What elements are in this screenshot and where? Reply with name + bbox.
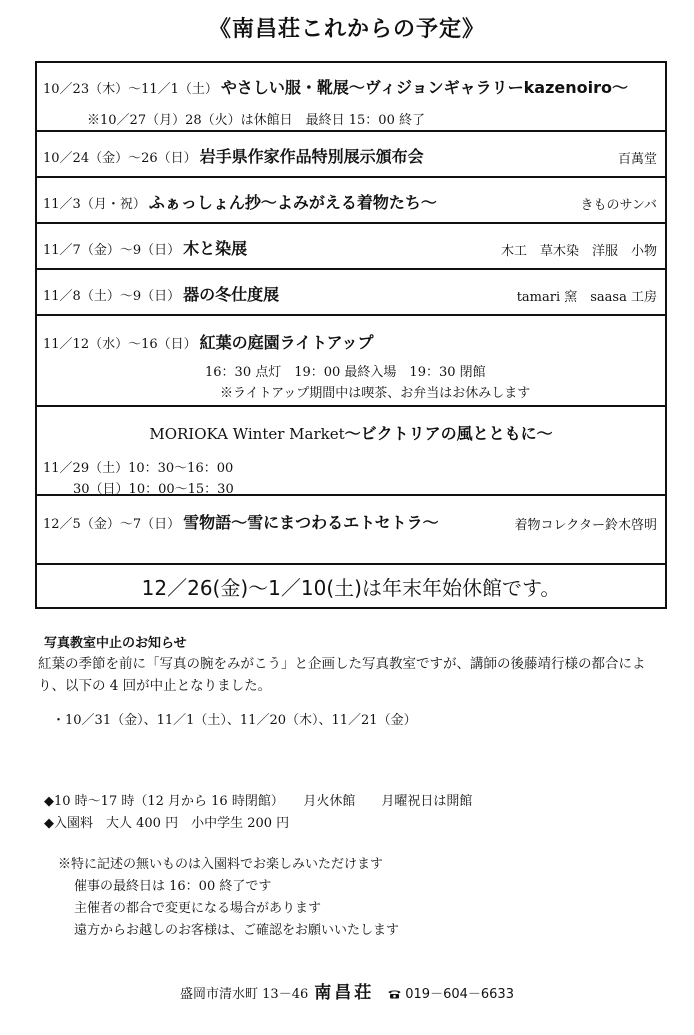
admission-fee: ◆入園料 大人 400 円 小中学生 200 円 (44, 816, 290, 831)
event-title: 木と染展 (183, 239, 248, 258)
venue-name: 南昌荘 (314, 983, 375, 1003)
remark-item: 催事の最終日は 16：00 終了です (74, 879, 272, 894)
remark-item: ※特に記述の無いものは入園料でお楽しみいただけます (58, 857, 384, 872)
remark-item: 主催者の都合で変更になる場合があります (74, 901, 322, 916)
event-title-jp: ～ビクトリアの風とともに～ (344, 424, 553, 443)
opening-hours: ◆10 時～17 時（12 月から 16 時閉館） 月火休館 月曜祝日は開館 (44, 794, 473, 809)
event-date: 11／3（月・祝） (43, 197, 146, 212)
event-organizer: 着物コレクター鈴木啓明 (514, 518, 657, 533)
event-date: 10／24（金）～26（日） (43, 151, 197, 166)
event-date: 11／12（水）～16（日） (43, 337, 197, 352)
event-row (37, 407, 665, 496)
schedule-box (35, 61, 667, 609)
event-title: 雪物語～雪にまつわるエトセトラ～ (183, 513, 439, 532)
event-row (37, 178, 665, 224)
event-date: 11／8（土）～9（日） (43, 289, 181, 304)
remarks (58, 854, 399, 942)
event-date: 10／23（木）～11／1（土） (43, 82, 218, 97)
event-organizer: tamari 窯 saasa 工房 (516, 290, 657, 305)
event-detail: 16：30 点灯 19：00 最終入場 19：30 閉館 (205, 365, 486, 380)
event-row (37, 132, 665, 178)
event-title: 器の冬仕度展 (183, 285, 280, 304)
event-row (37, 496, 665, 565)
event-title-en: MORIOKA Winter Market (149, 425, 345, 443)
event-row (37, 63, 665, 132)
remark-item: 遠方からお越しのお客様は、ご確認をお願いいたします (74, 923, 400, 938)
event-date: 12／5（金）～7（日） (43, 517, 181, 532)
address: 盛岡市清水町 13－46 (180, 987, 309, 1002)
event-title: 紅葉の庭園ライトアップ (199, 333, 374, 352)
event-title: ふぁっしょん抄～よみがえる着物たち～ (148, 193, 437, 212)
notice-dates: ・10／31（金）、11／1（土）、11／20（木）、11／21（金） (52, 713, 417, 728)
event-organizer: きものサンバ (580, 198, 657, 213)
event-title (37, 421, 665, 444)
event-title: 岩手県作家作品特別展示頒布会 (199, 147, 424, 166)
event-row (37, 270, 665, 316)
notice-heading: 写真教室中止のお知らせ (44, 636, 187, 651)
event-row (37, 316, 665, 407)
footer (0, 978, 694, 1003)
event-organizer: 木工 草木染 洋服 小物 (500, 244, 657, 259)
notice-body: 紅葉の季節を前に「写真の腕をみがこう」と企画した写真教室ですが、講師の後藤靖行様の都合により、以下の 4 回が中止となりました。 (38, 656, 646, 694)
event-date: 11／7（金）～9（日） (43, 243, 181, 258)
event-row (37, 224, 665, 270)
event-note: ※ライトアップ期間中は喫茶、お弁当はお休みします (220, 386, 531, 401)
event-time: 11／29（土）10：30～16：00 (43, 461, 234, 476)
closing-notice: 12／26(金)～1／10(土)は年末年始休館です。 (141, 576, 561, 600)
phone-icon (388, 988, 401, 998)
event-time: 30（日）10：00～15：30 (73, 482, 234, 497)
event-title: やさしい服・靴展～ヴィジョンギャラリーkazenoiro～ (220, 78, 628, 97)
event-organizer: 百萬堂 (617, 152, 657, 167)
event-note: ※10／27（月）28（火）は休館日 最終日 15：00 終了 (87, 113, 425, 128)
phone-number: 019－604－6633 (405, 987, 514, 1002)
page-title: 《南昌荘これからの予定》 (208, 17, 485, 42)
